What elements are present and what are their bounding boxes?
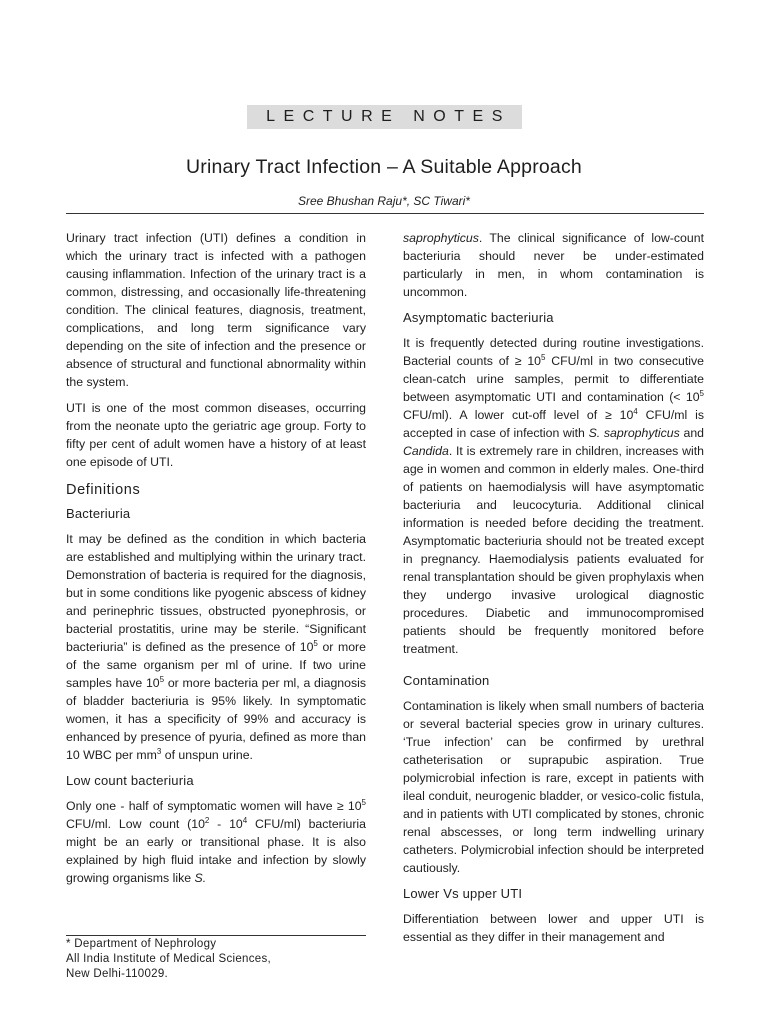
intro-paragraph-2: UTI is one of the most common diseases, occurring from the neonate upto the geriatric age group. Forty to fifty per cent of adult women have a history of at least one episode of UTI. <box>66 401 366 469</box>
header-divider <box>66 213 704 214</box>
section-label: LECTURE NOTES <box>247 105 522 129</box>
definitions-heading: Definitions <box>66 482 141 498</box>
lower-upper-paragraph: Differentiation between lower and upper UTI is essential as they differ in their management and <box>403 912 704 944</box>
asymptomatic-heading: Asymptomatic bacteriuria <box>403 310 554 325</box>
intro-paragraph-1: Urinary tract infection (UTI) defines a condition in which the urinary tract is infected with a pathogen causing inflammation. Infection of the urinary tract is a common, distressing, and occasionally life-threatening condition. The clinical features, diagnosis, treatment, complications, and long term significance vary depending on the site of infection and the presence or absence of structural and functional abnormality within the system. <box>66 231 366 389</box>
article-title: Urinary Tract Infection – A Suitable Approach <box>186 156 582 178</box>
contamination-heading: Contamination <box>403 673 490 688</box>
low-count-paragraph: Only one - half of symptomatic women will have ≥ $10^5$ CFU/ml. Low count ($10^2 - 10^4$ CFU/ml) bacteriuria might be an early or transitional phase. It is also explained by high fluid intake and infection by slowly growing organisms like S. <box>66 797 367 885</box>
contamination-paragraph: Contamination is likely when small numbers of bacteria or several bacterial species grow in urinary cultures. ‘True infection’ can be confirmed by urethral catheterisation or suprapubic aspiration. True polymicrobial infection is rare, except in patients with ileal conduit, neurogenic bladder, or vesico-colic fistula, and in patients with UTI complicated by stones, chronic renal abscesses, or long term indwelling urinary catheters. Polymicrobial infection should be interpreted cautiously. <box>403 699 704 875</box>
left-column <box>66 229 366 895</box>
footnote-line: * Department of Nephrology <box>66 938 217 950</box>
footnote <box>66 937 366 982</box>
footnote-line: All India Institute of Medical Sciences, <box>66 953 272 965</box>
continued-paragraph: saprophyticus. The clinical significance of low-count bacteriuria should never be under-estimated particularly in men, in whom contamination is uncommon. <box>403 231 704 299</box>
lower-upper-heading: Lower Vs upper UTI <box>403 886 523 901</box>
bacteriuria-heading: Bacteriuria <box>66 506 131 521</box>
footnote-line: New Delhi-110029. <box>66 968 169 980</box>
low-count-heading: Low count bacteriuria <box>66 773 194 788</box>
bacteriuria-paragraph: It may be defined as the condition in which bacteria are established and multiplying within the urinary tract. Demonstration of bacteria is required for the diagnosis, but in some conditions like pyogenic abscess of kidney and perinephric tissues, obstructed pyonephrosis, or bacterial prostatitis, urine may be sterile. “Significant bacteriuria” is defined as the presence of $10^5$ or more of the same organism per ml of urine. If two urine samples have $10^5$ or more bacteria per ml, a diagnosis of bladder bacteriuria is 95% likely. In symptomatic women, it has a specificity of 99% and accuracy is enhanced by presence of pyuria, defined as more than 10 WBC per $mm^3$ of unspun urine. <box>66 532 366 762</box>
asymptomatic-paragraph: It is frequently detected during routine investigations. Bacterial counts of ≥ $10^5$ CFU/ml in two consecutive clean-catch urine samples, permit to differentiate between asymptomatic UTI and contamination (< $10^5$ CFU/ml). A lower cut-off level of ≥ $10^4$ CFU/ml is accepted in case of infection with S. saprophyticus and Candida. It is extremely rare in children, increases with age in women and common in elderly males. One-third of patients on haemodialysis will have asymptomatic bacteriuria and leucocyturia. Additional clinical information is needed before deciding the treatment. Asymptomatic bacteriuria should not be treated except in pregnancy. Haemodialysis patients evaluated for renal transplantation should be given prophylaxis when they undergo invasive urological diagnostic procedures. Diabetic and immunocompromised patients should be frequently monitored before treatment. <box>403 336 704 656</box>
right-column <box>403 229 704 954</box>
footnote-divider <box>66 935 366 936</box>
article-authors: Sree Bhushan Raju*, SC Tiwari* <box>298 194 470 208</box>
